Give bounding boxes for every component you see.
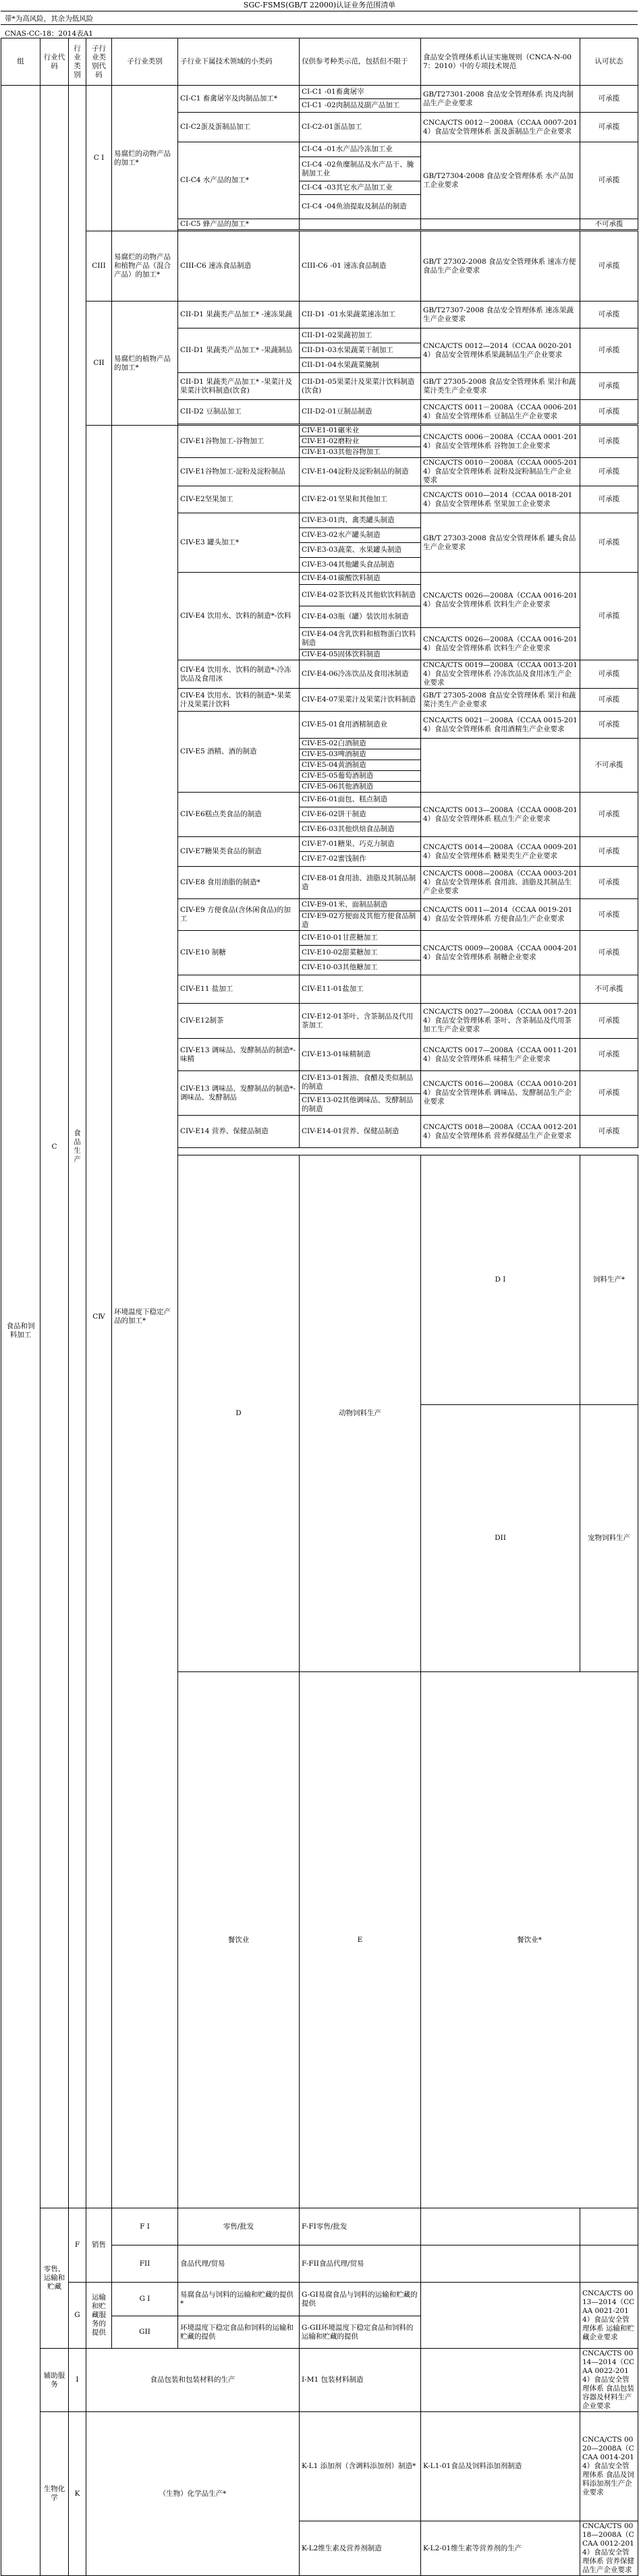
- tech-field-cell: CIV-E14 营养、保健品制造: [178, 1116, 300, 1148]
- header-reference-range: 仅供参考种类示范，包括但不限于: [300, 38, 421, 86]
- group-cell: 餐饮业: [178, 1672, 300, 2208]
- reference-cell: CIII-C6 -01 速冻食品制造: [300, 231, 421, 302]
- tech-field-cell: F-FI零售/批发: [300, 2208, 421, 2245]
- rules-cell: CNCA/CTS 0018—2008A（CCAA 0012-2014）食品安全管理体系 营养保健品生产企业要求: [580, 2521, 638, 2576]
- tech-field-cell: K-L2维生素及营养剂制造: [300, 2521, 421, 2576]
- reference-cell: CIV-E4-04含乳饮料和植物蛋白饮料制造: [300, 628, 421, 650]
- sub-category-cell: 易腐食品与饲料的运输和贮藏的提供*: [178, 2283, 300, 2316]
- reference-cell: CIV-E10-01甘蔗糖加工: [300, 931, 421, 946]
- rules-cell: CNCA/CTS 0018—2008A（CCAA 0012-2014）食品安全管理体系 营养保健品生产企业要求: [421, 1116, 580, 1148]
- tech-field-cell: CI-C5 蜂产品的加工*: [178, 219, 300, 230]
- tech-field-cell: CIV-E6糕点类食品的制造: [178, 793, 300, 837]
- status-cell: 不可承揽: [580, 975, 638, 1004]
- status-cell: 可承揽: [580, 400, 638, 424]
- status-cell: 可承揽: [580, 712, 638, 739]
- rules-cell: CNCA/CTS 0011—2014（CCAA 0019-2014）食品安全管理体系 方便食品生产企业要求: [421, 899, 580, 931]
- tech-field-cell: CI-C2蛋及蛋制品加工: [178, 113, 300, 142]
- reference-cell: CII-D2-01豆制品制造: [300, 400, 421, 424]
- reference-cell: CII-D1-03水果蔬菜干制加工: [300, 343, 421, 358]
- reference-cell: CIV-E4-02茶饮料及其他软饮料制造: [300, 585, 421, 606]
- risk-note: 带*为高风险，其余为低风险: [5, 15, 94, 23]
- tech-field-cell: CIV-E11 盐加工: [178, 975, 300, 1004]
- rules-cell: CNCA/CTS 0012—2014（CCAA 0020-2014）食品安全管理体系果蔬制品生产企业要求: [421, 328, 580, 373]
- rules-cell: CNCA/CTS 0027—2008A（CCAA 0017-2014）食品安全管理体系 茶叶、含茶制品及代用茶加工生产企业要求: [421, 1004, 580, 1039]
- rules-cell: CNCA/CTS 0020—2008A（CCAA 0014-2014）食品安全管理体系 食品及饲料添加剂生产企业要求: [580, 2412, 638, 2521]
- sub-category-cell: 环境温度下稳定食品和饲料的运输和贮藏的提供: [178, 2316, 300, 2349]
- tech-field-cell: CIV-E2坚果加工: [178, 486, 300, 513]
- reference-cell: CIV-E6-01面包、糕点制造: [300, 793, 421, 807]
- status-cell: 可承揽: [580, 513, 638, 573]
- reference-cell: [300, 219, 421, 230]
- reference-cell: CIV-E9-02方便面及其他方便食品制造: [300, 911, 421, 931]
- reference-cell: K-L2-01维生素等营养剂的生产: [421, 2521, 580, 2576]
- tech-field-cell: CIV-E13 调味品、发酵制品的制造*-味精: [178, 1039, 300, 1071]
- tech-field-cell: CIV-E7糖果类食品的制造: [178, 837, 300, 867]
- status-cell: 可承揽: [580, 899, 638, 931]
- industry-code-cell: G: [69, 2283, 86, 2349]
- reference-cell: CIV-E4-03瓶（罐）装饮用水制造: [300, 606, 421, 628]
- rules-cell: [421, 739, 580, 793]
- sub-code-cell: CIII: [86, 231, 112, 302]
- sub-code-cell: D I: [421, 1155, 580, 1405]
- rules-cell: CNCA/CTS 0009—2008A（CCAA 0004-2014）食品安全管理体系 制糖企业要求: [421, 931, 580, 975]
- sub-code-cell: DII: [421, 1405, 580, 1672]
- rules-cell: GB/T27301-2008 食品安全管理体系 肉及肉制品生产企业要求: [421, 86, 580, 113]
- status-cell: 可承揽: [580, 113, 638, 142]
- header-sub-category: 子行业类别: [112, 38, 178, 86]
- reference-cell: CIV-E13-01酱油、食醋及类似制品的制造: [300, 1071, 421, 1094]
- status-cell: 不可承揽: [580, 739, 638, 793]
- status-cell: 可承揽: [580, 793, 638, 837]
- rules-cell: GB/T27307-2008 食品安全管理体系 速冻果蔬生产企业要求: [421, 302, 580, 328]
- status-cell: 可承揽: [580, 373, 638, 400]
- reference-cell: CIV-E10-03其他糖加工: [300, 961, 421, 975]
- tech-field-cell: G-GI易腐食品与饲料的运输和贮藏的提供: [300, 2283, 421, 2316]
- header-tech-field: 子行业下属技术领域的小类码: [178, 38, 300, 86]
- header-rules: 食品安全管理体系认证实施规则（CNCA-N-007：2010）中的专项技术规范: [421, 38, 580, 86]
- group-cell: 食品和饲料加工: [1, 86, 40, 2576]
- reference-cell: CIV-E8-01食用油、油脂及其制品制造: [300, 867, 421, 899]
- rules-cell: CNCA/CTS 0016—2008A（CCAA 0010-2014）食品安全管理体系 调味品、发酵制品生产企业要求: [421, 1071, 580, 1116]
- reference-cell: CIV-E7-02蜜饯制作: [300, 852, 421, 867]
- rules-cell: CNCA/CTS 0011－2008A（CCAA 0006-2014）食品安全管理体系 豆制品生产企业要求: [421, 400, 580, 424]
- sub-category-cell: 环境温度下稳定产品的加工*: [112, 426, 178, 2208]
- group-cell: 零售、运输和贮藏: [40, 2208, 69, 2349]
- industry-code-cell: I: [69, 2349, 86, 2412]
- industry-category-cell: 动物饲料生产: [300, 1155, 421, 1672]
- tech-field-cell: CI-C4 水产品的加工*: [178, 142, 300, 219]
- status-cell: 可承揽: [580, 426, 638, 458]
- industry-category-cell: 销售: [86, 2208, 112, 2283]
- tech-field-cell: CIV-E8 食用油脂的制造*: [178, 867, 300, 899]
- rules-cell: CNCA/CTS 0012－2008A（CCAA 0007-2014）食品安全管理体系 蛋及蛋制品生产企业要求: [421, 113, 580, 142]
- tech-field-cell: CIV-E4 饮用水、饮料的制造*-果菜汁及果菜汁饮料: [178, 689, 300, 712]
- tech-field-cell: CII-D1 果蔬类产品加工* -速冻果蔬: [178, 302, 300, 328]
- tech-field-cell: CI-C1 畜禽屠宰及肉制品加工*: [178, 86, 300, 113]
- tech-field-cell: CIV-E9 方便食品(含休闲食品)的加工: [178, 899, 300, 931]
- reference-cell: CII-D1-05果菜汁及果菜汁饮料制造(饮食): [300, 373, 421, 400]
- tech-field-cell: CIV-E10 制糖: [178, 931, 300, 975]
- rules-cell: [580, 2208, 638, 2245]
- status-cell: 可承揽: [580, 458, 638, 486]
- rules-cell: CNCA/CTS 0017—2008A（CCAA 0011-2014）食品安全管理体系 味精生产企业要求: [421, 1039, 580, 1071]
- reference-cell: CIV-E7-01糖果、巧克力制造: [300, 837, 421, 852]
- status-cell: 可承揽: [580, 867, 638, 899]
- rules-cell: GB/T 27302-2008 食品安全管理体系 速冻方便食品生产企业要求: [421, 231, 580, 302]
- reference-cell: CIV-E13-01味精制造: [300, 1039, 421, 1071]
- sub-code-cell: G I: [112, 2283, 178, 2316]
- tech-field-cell: CIII-C6 速冻食品制造: [178, 231, 300, 302]
- sub-category-cell: 易腐烂的植物产品的加工*: [112, 302, 178, 426]
- sub-code-cell: F I: [112, 2208, 178, 2245]
- reference-cell: CIV-E6-02饼干制造: [300, 807, 421, 822]
- tech-field-cell: G-GII环境温度下稳定食品和饲料的运输和贮藏的提供: [300, 2316, 421, 2349]
- group-cell: 生物化学: [40, 2412, 69, 2576]
- rules-cell: CNCA/CTS 0026—2008A（CCAA 0016-2014）食品安全管理体系 饮料生产企业要求: [421, 573, 580, 628]
- industry-code-cell: F: [69, 2208, 86, 2283]
- tech-field-cell: CIV-E1谷物加工-淀粉及淀粉制品: [178, 458, 300, 486]
- rules-cell: GB/T27304-2008 食品安全管理体系 水产品加工企业要求: [421, 142, 580, 219]
- rules-cell: CNCA/CTS 0013—2014（CCAA 0021-2014）食品安全管理体系 运输和贮藏企业要求: [580, 2283, 638, 2349]
- industry-category-cell: 食品包装和包装材料的生产: [86, 2349, 300, 2412]
- tech-field-cell: CIV-E12制茶: [178, 1004, 300, 1039]
- sub-code-cell: GII: [112, 2316, 178, 2349]
- standard-note: CNAS-CC-18：2014表A1: [5, 30, 93, 38]
- reference-cell: CI-C4 -04鱼油提取及制品的制造: [300, 195, 421, 219]
- rules-cell: CNCA/CTS 0021－2008A（CCAA 0015-2014）食品安全管理体系 食用酒精生产企业要求: [421, 712, 580, 739]
- industry-category-cell: 运输和贮藏服务的提供: [86, 2283, 112, 2349]
- rules-cell: CNCA/CTS 0010—2014（CCAA 0018-2014）食品安全管理体系 坚果加工企业要求: [421, 486, 580, 513]
- reference-cell: CIV-E5-06其他酒制造: [300, 782, 421, 793]
- tech-field-cell: K-L1 添加剂（含调料添加剂）制造*: [300, 2412, 421, 2521]
- status-cell: 可承揽: [580, 660, 638, 689]
- tech-field-cell: F-FII食品代理/贸易: [300, 2245, 421, 2283]
- reference-cell: K-L1-01食品及饲料添加剂制造: [421, 2412, 580, 2521]
- header-sub-code: 子行业类别代码: [86, 38, 112, 86]
- rules-cell: GB/T 27305-2008 食品安全管理体系 果汁和蔬菜汁类生产企业要求: [421, 373, 580, 400]
- reference-cell: CIV-E2-01坚果和其他加工: [300, 486, 421, 513]
- rules-cell: CNCA/CTS 0008—2008A（CCAA 0003-2014）食品安全管理体系 食用油、油脂及其制品生产企业要求: [421, 867, 580, 899]
- status-cell: 可承揽: [580, 1071, 638, 1116]
- industry-code-cell: D: [178, 1155, 300, 1672]
- sub-category-cell: 易腐烂的动物产品和植物产品（混合产品）的加工*: [112, 231, 178, 302]
- reference-cell: CI-C2-01蛋品加工: [300, 113, 421, 142]
- status-cell: 可承揽: [580, 142, 638, 219]
- sub-category-cell: 食品代理/贸易: [178, 2245, 300, 2283]
- reference-cell: CIV-E5-01食用酒精制造业: [300, 712, 421, 739]
- tech-field-cell: CIV-E1谷物加工-谷物加工: [178, 426, 300, 458]
- reference-cell: CII-D1-04水果蔬菜腌制: [300, 358, 421, 373]
- sub-code-cell: CⅣ: [86, 426, 112, 2208]
- reference-cell: CIV-E1-04淀粉及淀粉制品的制造: [300, 458, 421, 486]
- sub-category-cell: 宠物饲料生产: [580, 1405, 638, 1672]
- reference-cell: CIV-E4-01碳酸饮料制造: [300, 573, 421, 585]
- tech-field-cell: CII-D2 豆制品加工: [178, 400, 300, 424]
- tech-field-cell: CIV-E3 罐头加工*: [178, 513, 300, 573]
- industry-category-cell: 食品生产: [69, 86, 86, 2208]
- header-status: 认可状态: [580, 38, 638, 86]
- rules-cell: [421, 219, 580, 230]
- reference-cell: CIV-E12-01茶叶、含茶制品及代用茶加工: [300, 1004, 421, 1039]
- reference-cell: CIV-E5-05葡萄酒制造: [300, 771, 421, 782]
- reference-cell: [421, 2245, 580, 2283]
- reference-cell: CIV-E3-02水产罐头制造: [300, 528, 421, 543]
- reference-cell: CII-D1-02果蔬初加工: [300, 328, 421, 343]
- rules-cell: [421, 975, 580, 1004]
- industry-category-cell: 餐饮业*: [421, 1672, 638, 2208]
- rules-cell: GB/T 27303-2008 食品安全管理体系 罐头食品生产企业要求: [421, 513, 580, 573]
- rules-cell: GB/T 27305-2008 食品安全管理体系 果汁和蔬菜汁类生产企业要求: [421, 689, 580, 712]
- status-cell: 可承揽: [580, 231, 638, 302]
- reference-cell: CII-D1 -01水果蔬菜速冻加工: [300, 302, 421, 328]
- sub-code-cell: FII: [112, 2245, 178, 2283]
- sub-category-cell: 饲料生产*: [580, 1155, 638, 1405]
- reference-cell: CI-C4 -02鱼糜制品及水产品干、腌制加工业: [300, 157, 421, 181]
- reference-cell: CIV-E5-04黄酒制造: [300, 760, 421, 771]
- status-cell: 可承揽: [580, 86, 638, 113]
- header-industry-code: 行业代码: [40, 38, 69, 86]
- status-cell: 可承揽: [580, 573, 638, 660]
- rules-cell: CNCA/CTS 0006－2008A（CCAA 0001-2014）食品安全管理体系 谷物加工企业要求: [421, 426, 580, 458]
- reference-cell: CIV-E4-07果菜汁及果菜汁饮料制造: [300, 689, 421, 712]
- rules-cell: CNCA/CTS 0010－2008A（CCAA 0005-2014）食品安全管理体系 淀粉及淀粉制品生产企业要求: [421, 458, 580, 486]
- reference-cell: CIV-E5-02白酒制造: [300, 739, 421, 749]
- industry-category-cell: （生物）化学品生产*: [86, 2412, 300, 2576]
- reference-cell: CIV-E11-01盐加工: [300, 975, 421, 1004]
- header-group: 组: [1, 38, 40, 86]
- status-cell: 可承揽: [580, 302, 638, 328]
- reference-cell: CIV-E1-01碾米业: [300, 426, 421, 436]
- reference-cell: CIV-E14-01营养、保健品制造: [300, 1116, 421, 1148]
- sub-category-cell: 易腐烂的动物产品的加工*: [112, 86, 178, 231]
- industry-code-cell: K: [69, 2412, 86, 2576]
- status-cell: 可承揽: [580, 837, 638, 867]
- sub-category-cell: 零售/批发: [178, 2208, 300, 2245]
- industry-code-cell: E: [300, 1672, 421, 2208]
- reference-cell: CI-C4 -01水产品冷冻加工业: [300, 142, 421, 157]
- divider: [1, 24, 638, 25]
- status-cell: 可承揽: [580, 486, 638, 513]
- reference-cell: [421, 2283, 580, 2349]
- tech-field-cell: CIV-E5 酒精、酒的制造: [178, 712, 300, 793]
- tech-field-cell: CII-D1 果蔬类产品加工* -果菜汁及果菜汁饮料制造(饮食): [178, 373, 300, 400]
- reference-cell: CIV-E4-06冷冻饮品及食用冰制造: [300, 660, 421, 689]
- header-industry-category: 行业类别: [69, 38, 86, 86]
- reference-cell: CIV-E3-04其他罐头食品制造: [300, 558, 421, 573]
- reference-cell: CI-C1 -02肉制品及副产品加工: [300, 99, 421, 113]
- reference-cell: CIV-E9-01米、面制品制造: [300, 899, 421, 911]
- reference-cell: CIV-E3-01肉、禽类罐头制造: [300, 513, 421, 528]
- status-cell: 不可承揽: [580, 219, 638, 230]
- tech-field-cell: CII-D1 果蔬类产品加工* -果蔬制品: [178, 328, 300, 373]
- reference-cell: CIV-E13-02其他调味品、发酵制品的制造: [300, 1094, 421, 1116]
- group-cell: 辅助服务: [40, 2349, 69, 2412]
- rules-cell: CNCA/CTS 0013—2008A（CCAA 0008-2014）食品安全管理体系 糕点生产企业要求: [421, 793, 580, 837]
- reference-cell: [421, 2208, 580, 2245]
- tech-field-cell: CIV-E4 饮用水、饮料的制造*-冷冻饮品及食用冰: [178, 660, 300, 689]
- status-cell: 可承揽: [580, 1116, 638, 1148]
- reference-cell: CIV-E5-03啤酒制造: [300, 749, 421, 760]
- rules-cell: CNCA/CTS 0014—2008A（CCAA 0009-2014）食品安全管理体系 糖果类生产企业要求: [421, 837, 580, 867]
- reference-cell: CI-C4 -03其它水产品加工业: [300, 181, 421, 195]
- tech-field-cell: CIV-E13 调味品、发酵制品的制造*-调味品、发酵制品: [178, 1071, 300, 1116]
- document-title: SGC-FSMS(GB/T 22000)认证业务范围清单: [243, 1, 396, 9]
- reference-cell: [421, 2349, 580, 2412]
- reference-cell: CIV-E3-03蔬菜、水果罐头制造: [300, 543, 421, 558]
- status-cell: 可承揽: [580, 689, 638, 712]
- reference-cell: CI-C1 -01畜禽屠宰: [300, 86, 421, 99]
- reference-cell: CIV-E10-02甜菜糖加工: [300, 946, 421, 961]
- reference-cell: CIV-E6-03其他烘焙食品制造: [300, 822, 421, 837]
- tech-field-cell: CIV-E4 饮用水、饮料的制造*-饮料: [178, 573, 300, 660]
- scope-table: [1, 38, 638, 2576]
- status-cell: 可承揽: [580, 931, 638, 975]
- sub-code-cell: CII: [86, 302, 112, 426]
- sub-code-cell: C I: [86, 86, 112, 231]
- reference-cell: CIV-E4-05固体饮料制造: [300, 650, 421, 660]
- status-cell: 可承揽: [580, 1004, 638, 1039]
- rules-cell: [580, 2245, 638, 2283]
- status-cell: 可承揽: [580, 1039, 638, 1071]
- status-cell: 可承揽: [580, 328, 638, 373]
- rules-cell: CNCA/CTS 0014—2014（CCAA 0022-2014）食品安全管理体系 食品包装容器及材料生产企业要求: [580, 2349, 638, 2412]
- rules-cell: CNCA/CTS 0019—2008A（CCAA 0013-2014）食品安全管理体系 冷冻饮品及食用冰生产企业要求: [421, 660, 580, 689]
- reference-cell: CIV-E1-03其他谷物加工: [300, 447, 421, 458]
- industry-code-cell: C: [40, 86, 69, 2208]
- reference-cell: CIV-E1-02磨粉业: [300, 436, 421, 447]
- tech-field-cell: I-M1 包装材料制造: [300, 2349, 421, 2412]
- rules-cell: CNCA/CTS 0026—2008A（CCAA 0016-2014）食品安全管理体系 饮料生产企业要求: [421, 628, 580, 660]
